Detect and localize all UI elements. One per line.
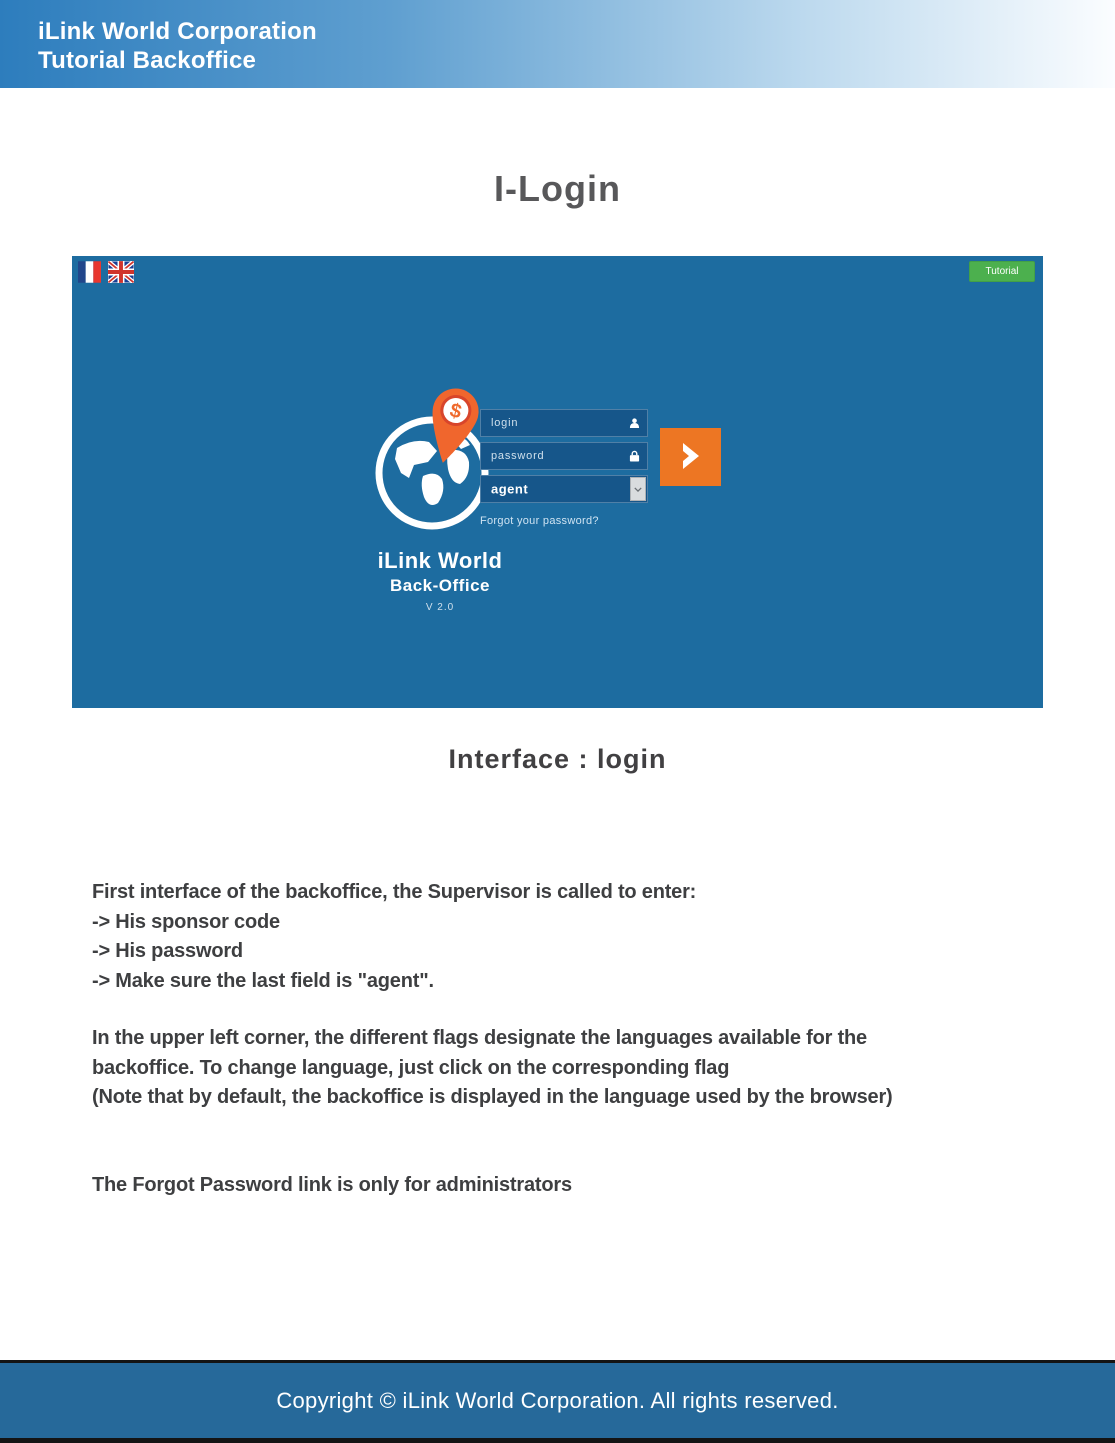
tutorial-button[interactable]: Tutorial [969,261,1035,282]
paragraph1-item: -> His password [92,940,243,962]
product-name: Back-Office [390,576,490,595]
french-flag-button[interactable] [78,261,101,283]
chevron-down-icon [630,477,646,501]
user-icon [629,418,640,429]
tutorial-body-text [92,878,1032,1200]
paragraph1-item: -> Make sure the last field is "agent". [92,969,434,992]
version-label: V 2.0 [425,602,455,613]
login-field [480,409,648,437]
paragraph1-item: -> His sponsor code [92,910,280,933]
screenshot-caption: Interface : login [448,744,667,774]
document-header [0,0,1115,88]
document-subtitle: Tutorial Backoffice [38,47,257,74]
uk-flag-button[interactable] [108,261,134,283]
copyright-text: Copyright © iLink World Corporation. All rights reserved. [276,1387,839,1413]
role-selected-value: agent [491,481,529,497]
login-input[interactable] [481,410,647,436]
paragraph2-note: (Note that by default, the backoffice is displayed in the language used by the browser) [92,1086,893,1108]
paragraph1-intro: First interface of the backoffice, the Supervisor is called to enter: [92,881,697,903]
lock-icon [629,450,640,462]
paragraph3: The Forgot Password link is only for administrators [92,1173,572,1196]
login-form [480,409,800,529]
page-footer [0,1360,1115,1443]
chevron-right-icon [676,440,706,475]
paragraph2: In the upper left corner, the different flags designate the languages available for the backoffice. To change language, just click on the corresponding flag [92,1027,867,1079]
role-select[interactable] [480,475,648,503]
password-field [480,442,648,470]
forgot-password-link[interactable]: Forgot your password? [480,515,599,527]
password-input[interactable] [481,443,647,469]
french-flag-icon [78,261,101,283]
brand-name: iLink World [377,548,503,573]
language-flags [78,261,134,283]
login-submit-button[interactable] [660,428,721,486]
login-interface-screenshot [72,256,1043,708]
dollar-icon: $ [447,399,464,424]
uk-flag-icon [108,261,134,283]
company-name: iLink World Corporation [38,18,317,45]
page-title: I-Login [494,168,621,209]
